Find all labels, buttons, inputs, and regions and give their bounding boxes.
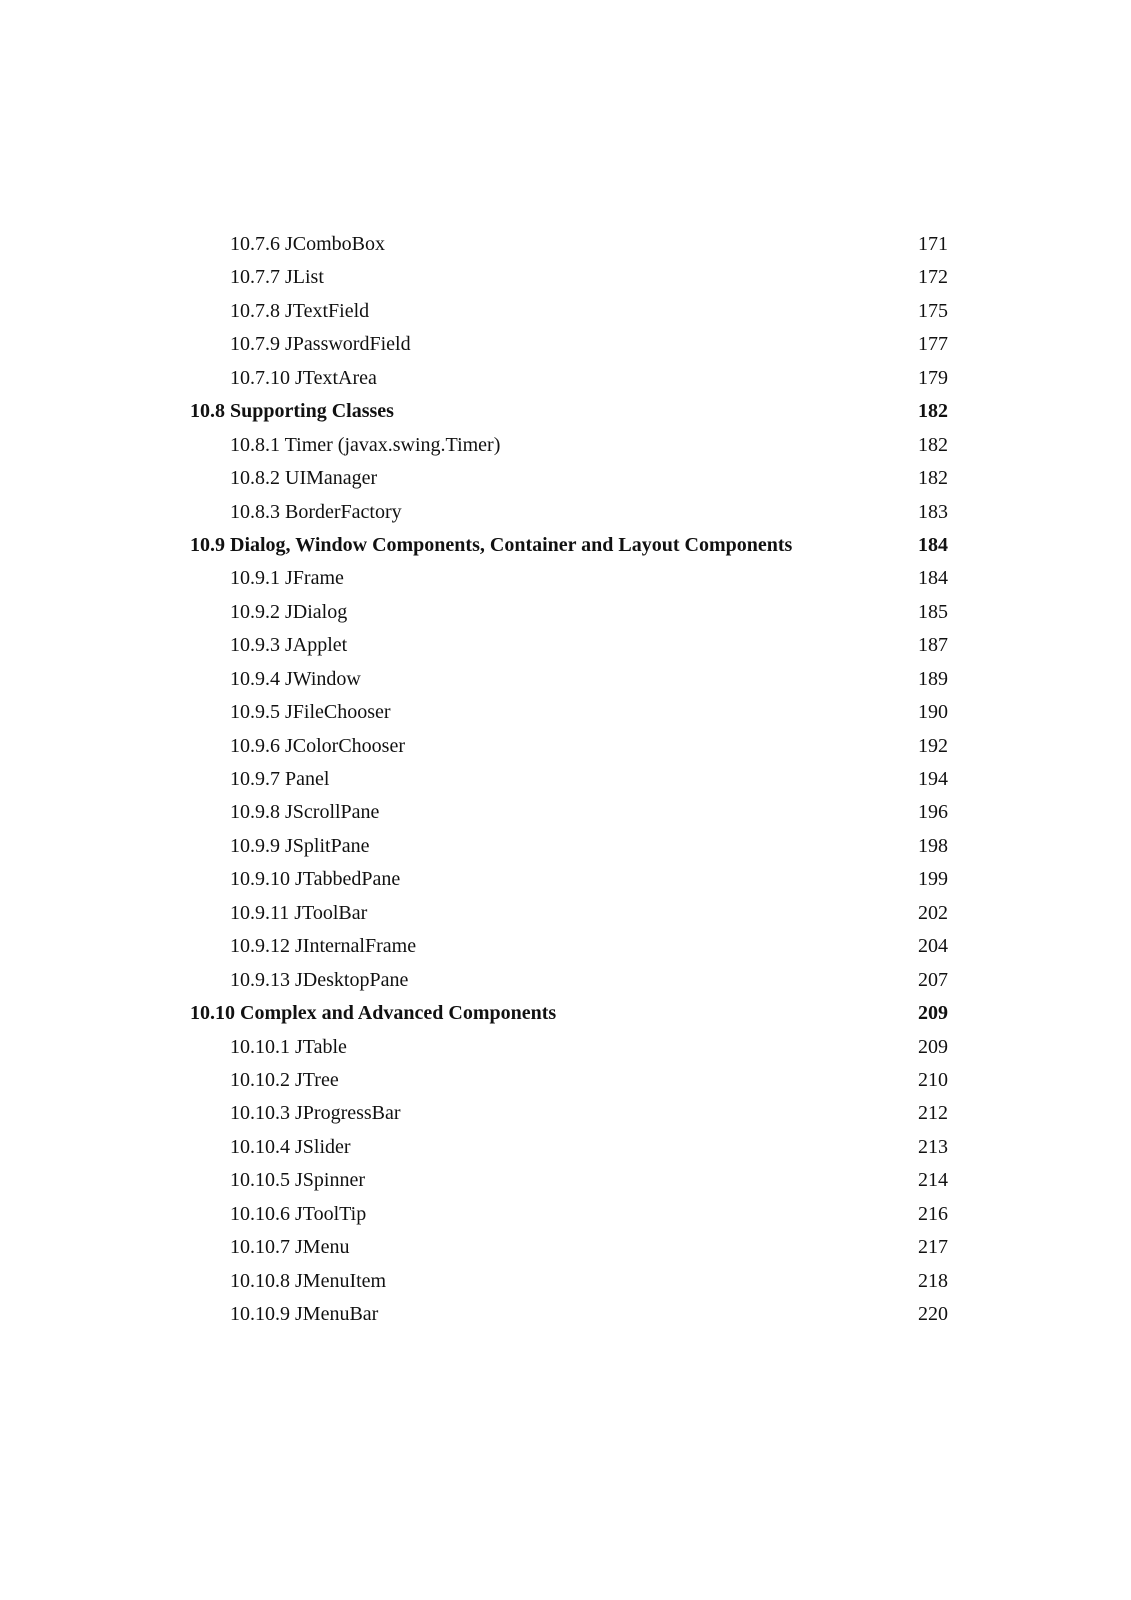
toc-subsection-entry: [0, 261, 1131, 294]
toc-entry-title: 10.9.13 JDesktopPane: [230, 968, 409, 991]
toc-entry-page-number: 190: [918, 701, 948, 724]
toc-entry-title: 10.7.7 JList: [230, 266, 324, 289]
toc-subsection-entry: [0, 629, 1131, 662]
toc-section-entry: [0, 395, 1131, 428]
toc-entry-title: 10.7.10 JTextArea: [230, 366, 377, 389]
toc-entry-title: 10.10.3 JProgressBar: [230, 1102, 401, 1125]
toc-subsection-entry: [0, 1265, 1131, 1298]
toc-entry-page-number: 212: [918, 1102, 948, 1125]
toc-subsection-entry: [0, 930, 1131, 963]
toc-entry-title: 10.9.8 JScrollPane: [230, 801, 380, 824]
toc-entry-title: 10.8 Supporting Classes: [190, 400, 394, 423]
toc-subsection-entry: [0, 362, 1131, 395]
toc-entry-page-number: 217: [918, 1236, 948, 1259]
toc-entry-page-number: 209: [918, 1035, 948, 1058]
toc-entry-page-number: 214: [918, 1169, 948, 1192]
toc-entry-page-number: 220: [918, 1303, 948, 1325]
toc-entry-title: 10.9.1 JFrame: [230, 567, 344, 590]
toc-entry-page-number: 218: [918, 1269, 948, 1292]
toc-entry-title: 10.10.7 JMenu: [230, 1236, 350, 1259]
toc-entry-title: 10.10.2 JTree: [230, 1068, 339, 1091]
toc-entry-title: 10.9.11 JToolBar: [230, 901, 368, 924]
toc-entry-page-number: 184: [918, 567, 948, 590]
toc-entry-page-number: 182: [918, 400, 948, 423]
toc-entry-page-number: 202: [918, 901, 948, 924]
toc-entry-title: 10.9.10 JTabbedPane: [230, 868, 401, 891]
toc-entry-page-number: 196: [918, 801, 948, 824]
toc-entry-page-number: 179: [918, 366, 948, 389]
toc-subsection-entry: [0, 1231, 1131, 1264]
toc-entry-page-number: 183: [918, 500, 948, 523]
toc-subsection-entry: [0, 1064, 1131, 1097]
toc-entry-title: 10.10.4 JSlider: [230, 1135, 351, 1158]
toc-entry-page-number: 210: [918, 1068, 948, 1091]
toc-subsection-entry: [0, 328, 1131, 361]
toc-subsection-entry: [0, 964, 1131, 997]
toc-subsection-entry: [0, 295, 1131, 328]
toc-entry-page-number: 182: [918, 467, 948, 490]
toc-subsection-entry: [0, 863, 1131, 896]
toc-entry-title: 10.8.1 Timer (javax.swing.Timer): [230, 433, 501, 456]
toc-entry-page-number: 184: [918, 533, 948, 556]
toc-entry-page-number: 209: [918, 1002, 948, 1025]
toc-section-entry: [0, 529, 1131, 562]
toc-subsection-entry: [0, 730, 1131, 763]
toc-entry-page-number: 171: [918, 233, 948, 255]
toc-entry-title: 10.7.9 JPasswordField: [230, 333, 411, 356]
toc-entry-page-number: 198: [918, 834, 948, 857]
toc-section-entry: [0, 997, 1131, 1030]
toc-entry-page-number: 192: [918, 734, 948, 757]
table-of-contents: [0, 228, 1131, 1331]
toc-subsection-entry: [0, 429, 1131, 462]
toc-subsection-entry: [0, 663, 1131, 696]
toc-entry-title: 10.9.7 Panel: [230, 768, 330, 790]
toc-entry-page-number: 189: [918, 667, 948, 690]
toc-entry-title: 10.10 Complex and Advanced Components: [190, 1002, 557, 1025]
toc-entry-page-number: 182: [918, 433, 948, 456]
toc-subsection-entry: [0, 1097, 1131, 1130]
toc-entry-page-number: 185: [918, 600, 948, 623]
toc-subsection-entry: [0, 1131, 1131, 1164]
toc-subsection-entry: [0, 796, 1131, 829]
toc-subsection-entry: [0, 562, 1131, 595]
toc-entry-page-number: 207: [918, 968, 948, 991]
toc-subsection-entry: [0, 496, 1131, 529]
toc-subsection-entry: [0, 696, 1131, 729]
toc-entry-title: 10.9.6 JColorChooser: [230, 734, 405, 757]
toc-entry-title: 10.7.8 JTextField: [230, 299, 370, 322]
toc-entry-title: 10.7.6 JComboBox: [230, 233, 386, 255]
toc-entry-page-number: 177: [918, 333, 948, 356]
toc-entry-page-number: 204: [918, 935, 948, 958]
toc-entry-title: 10.9 Dialog, Window Components, Container and Layout Components: [190, 533, 793, 556]
toc-subsection-entry: [0, 1164, 1131, 1197]
toc-entry-page-number: 216: [918, 1202, 948, 1225]
toc-entry-title: 10.9.2 JDialog: [230, 600, 348, 623]
toc-subsection-entry: [0, 830, 1131, 863]
toc-entry-title: 10.10.1 JTable: [230, 1035, 347, 1058]
toc-subsection-entry: [0, 1298, 1131, 1331]
toc-entry-page-number: 199: [918, 868, 948, 891]
toc-entry-title: 10.10.9 JMenuBar: [230, 1303, 379, 1325]
toc-entry-title: 10.10.6 JToolTip: [230, 1202, 367, 1225]
toc-subsection-entry: [0, 897, 1131, 930]
toc-subsection-entry: [0, 1031, 1131, 1064]
toc-subsection-entry: [0, 596, 1131, 629]
toc-entry-title: 10.9.9 JSplitPane: [230, 834, 370, 857]
toc-subsection-entry: [0, 1198, 1131, 1231]
toc-entry-title: 10.8.2 UIManager: [230, 467, 378, 490]
toc-entry-page-number: 172: [918, 266, 948, 289]
toc-entry-title: 10.9.12 JInternalFrame: [230, 935, 417, 958]
toc-subsection-entry: [0, 462, 1131, 495]
toc-entry-title: 10.9.5 JFileChooser: [230, 701, 391, 724]
toc-entry-title: 10.10.5 JSpinner: [230, 1169, 365, 1192]
toc-entry-title: 10.8.3 BorderFactory: [230, 500, 402, 523]
toc-entry-page-number: 213: [918, 1135, 948, 1158]
toc-entry-title: 10.9.4 JWindow: [230, 667, 361, 690]
toc-entry-title: 10.9.3 JApplet: [230, 634, 348, 657]
toc-entry-page-number: 175: [918, 299, 948, 322]
toc-entry-page-number: 187: [918, 634, 948, 657]
toc-subsection-entry: [0, 763, 1131, 796]
toc-subsection-entry: [0, 228, 1131, 261]
toc-entry-title: 10.10.8 JMenuItem: [230, 1269, 387, 1292]
toc-entry-page-number: 194: [918, 768, 948, 790]
